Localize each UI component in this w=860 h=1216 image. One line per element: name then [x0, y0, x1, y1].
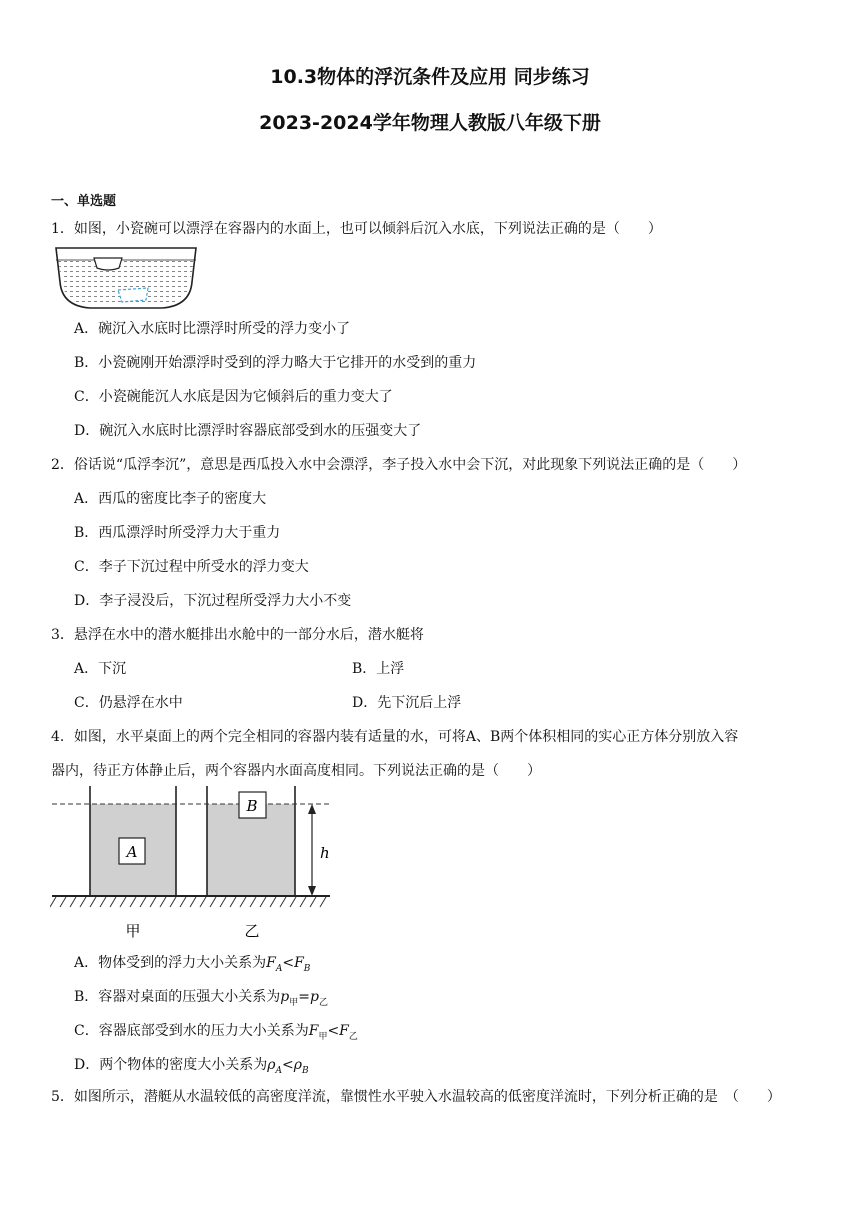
option-c-sub-1: 甲 — [318, 1031, 328, 1042]
option-d-text: D．两个物体的密度大小关系为 — [74, 1057, 268, 1073]
option-c-relation: <F — [327, 1023, 349, 1039]
option-a-sub-2: B — [303, 963, 311, 974]
option-b-text: B．容器对桌面的压强大小关系为 — [74, 989, 281, 1005]
fig-label-b: B — [246, 797, 258, 815]
question-3-option-c: C．仍悬浮在水中 — [74, 695, 183, 711]
question-1-option-b: B．小瓷碗刚开始漂浮时受到的浮力略大于它排开的水受到的重力 — [74, 355, 477, 371]
option-a-symbol: F — [266, 955, 276, 971]
option-b-symbol: p — [280, 989, 290, 1005]
question-4-stem-line-1: 4．如图，水平桌面上的两个完全相同的容器内装有适量的水，可将A、B两个体积相同的实心正方体分别放入容 — [51, 729, 739, 745]
question-3-option-a: A．下沉 — [74, 661, 127, 677]
question-4-option-b — [74, 986, 328, 1008]
question-1-stem: 1．如图，小瓷碗可以漂浮在容器内的水面上，也可以倾斜后沉入水底，下列说法正确的是（ ） — [51, 221, 662, 237]
question-4-option-d — [74, 1054, 309, 1076]
page-subtitle: 2023-2024学年物理人教版八年级下册 — [259, 112, 601, 134]
question-1-option-c: C．小瓷碗能沉人水底是因为它倾斜后的重力变大了 — [74, 389, 393, 405]
question-5-stem: 5．如图所示，潜艇从水温较低的高密度洋流，靠惯性水平驶入水温较高的低密度洋流时，下列分析正确的是 （ ） — [51, 1089, 781, 1105]
page-title: 10.3物体的浮沉条件及应用 同步练习 — [270, 66, 590, 88]
question-1-option-a: A．碗沉入水底时比漂浮时所受的浮力变小了 — [74, 321, 351, 337]
question-4-stem-line-2: 器内，待正方体静止后，两个容器内水面高度相同。下列说法正确的是（ ） — [51, 763, 541, 779]
option-b-sub-1: 甲 — [289, 997, 299, 1008]
question-4-option-c — [74, 1020, 358, 1042]
option-d-sub-2: B — [301, 1065, 309, 1076]
question-2-option-b: B．西瓜漂浮时所受浮力大于重力 — [74, 525, 281, 541]
option-c-symbol: F — [308, 1023, 319, 1039]
fig-label-yi: 乙 — [244, 922, 260, 940]
question-2-stem: 2．俗话说“瓜浮李沉”，意思是西瓜投入水中会漂浮，李子投入水中会下沉，对此现象下列说法正确的是（ ） — [51, 457, 747, 473]
question-4-figure-containers — [50, 786, 340, 942]
section-heading: 一、单选题 — [51, 194, 117, 209]
option-d-sub-1: A — [275, 1065, 282, 1076]
option-d-symbol: ρ — [267, 1057, 276, 1073]
option-a-text: A．物体受到的浮力大小关系为 — [74, 955, 267, 971]
question-3-option-d: D．先下沉后上浮 — [352, 695, 462, 711]
question-2-option-d: D．李子浸没后，下沉过程所受浮力大小不变 — [74, 593, 352, 609]
option-a-relation: <F — [282, 955, 304, 971]
fig-label-a: A — [126, 843, 138, 861]
fig-label-jia: 甲 — [125, 922, 141, 940]
question-1-figure-bowl — [52, 244, 200, 310]
question-2-option-a: A．西瓜的密度比李子的密度大 — [74, 491, 267, 507]
question-3-stem: 3．悬浮在水中的潜水艇排出水舱中的一部分水后，潜水艇将 — [51, 627, 424, 643]
question-3-option-b: B．上浮 — [352, 661, 405, 677]
question-2-option-c: C．李子下沉过程中所受水的浮力变大 — [74, 559, 309, 575]
option-c-sub-2: 乙 — [348, 1031, 358, 1042]
question-4-option-a — [74, 952, 310, 974]
fig-label-h: h — [320, 844, 330, 862]
option-b-relation: =p — [298, 989, 319, 1005]
option-d-relation: <ρ — [281, 1057, 302, 1073]
option-c-text: C．容器底部受到水的压力大小关系为 — [74, 1023, 309, 1039]
option-a-sub-1: A — [275, 963, 283, 974]
option-b-sub-2: 乙 — [318, 997, 328, 1008]
question-1-option-d: D．碗沉入水底时比漂浮时容器底部受到水的压强变大了 — [74, 423, 422, 439]
